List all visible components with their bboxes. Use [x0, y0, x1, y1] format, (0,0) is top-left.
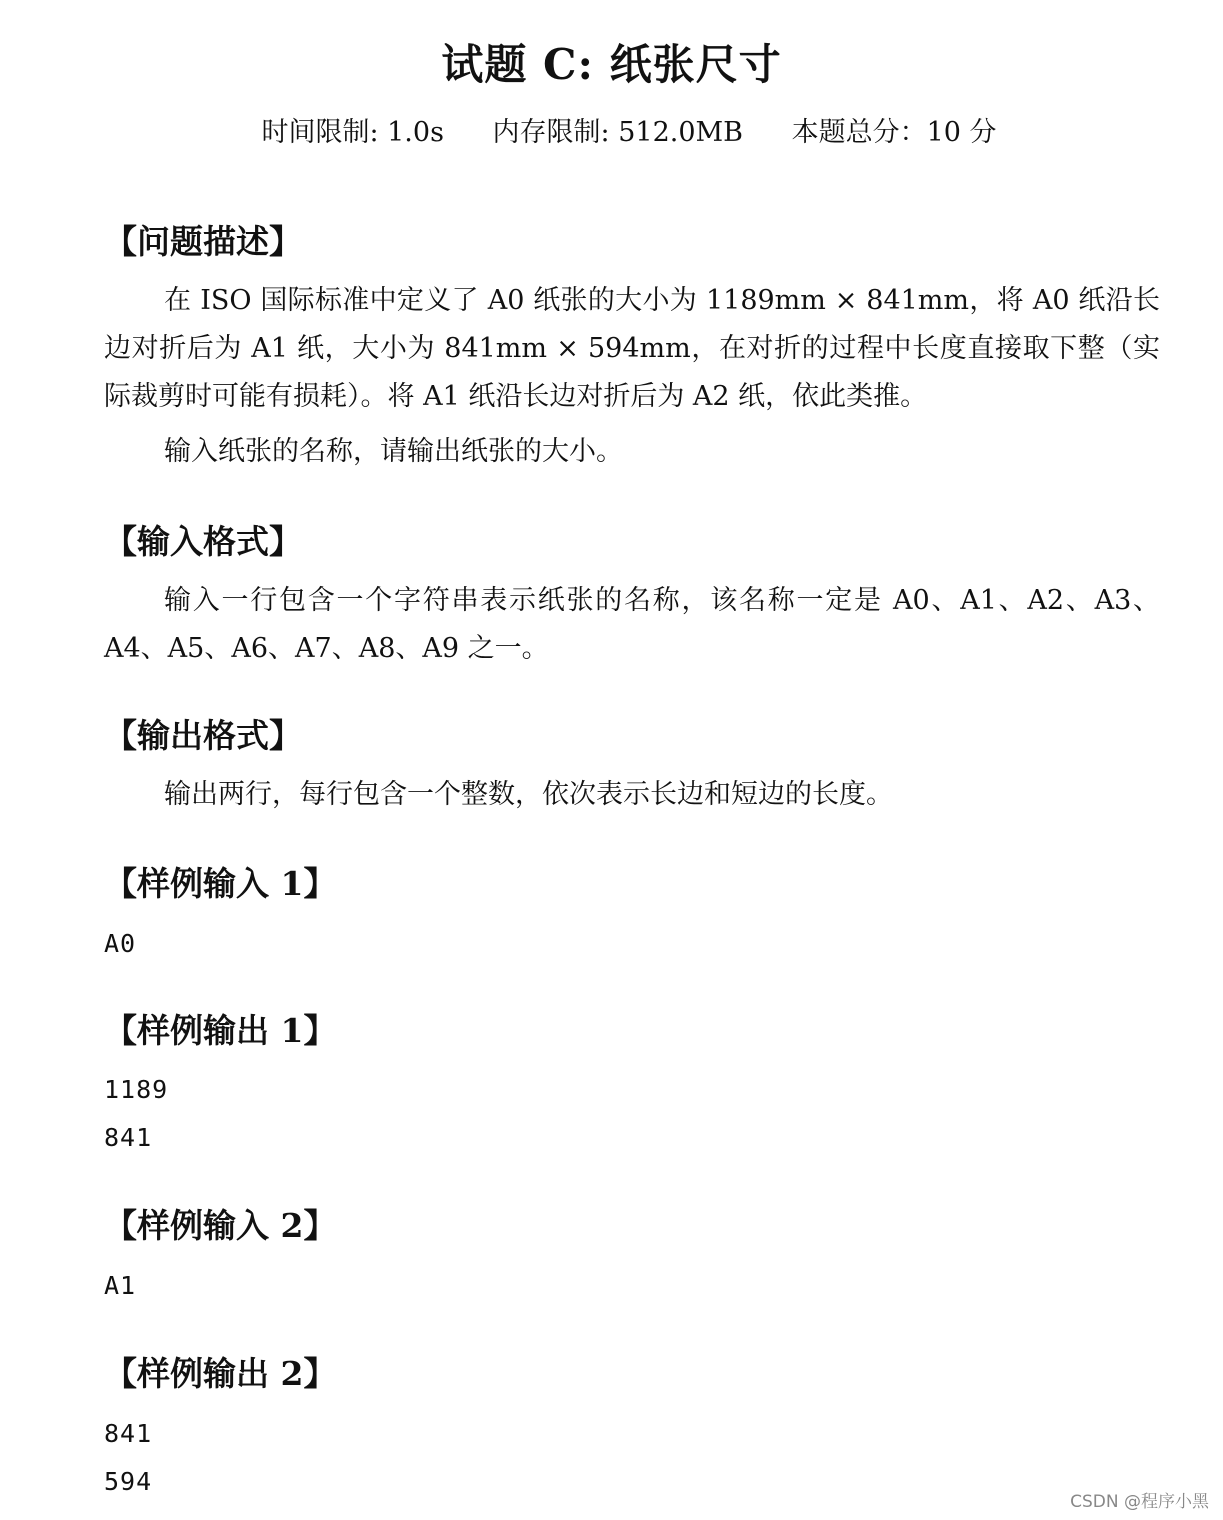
output-format-paragraph: 输出两行，每行包含一个整数，依次表示长边和短边的长度。 [164, 779, 893, 810]
section-heading-sample-output-1: 【样例输出 1】 [104, 1011, 337, 1050]
section-heading-sample-output-2: 【样例输出 2】 [104, 1354, 337, 1393]
sample-input-1 [104, 920, 136, 968]
sample-line: 1189 [104, 1075, 169, 1104]
section-heading-output-format: 【输出格式】 [104, 716, 302, 755]
problem-meta [0, 110, 1223, 149]
section-heading-input-format: 【输入格式】 [104, 522, 302, 561]
sample-input-2 [104, 1262, 136, 1310]
time-limit: 时间限制: 1.0s [261, 117, 444, 148]
sample-line: A0 [104, 929, 137, 958]
sample-line: 841 [104, 1419, 153, 1448]
sample-line: 841 [104, 1123, 153, 1152]
memory-limit: 内存限制: 512.0MB [492, 117, 743, 148]
total-score: 本题总分：10 分 [791, 117, 997, 148]
section-heading-sample-input-2: 【样例输入 2】 [104, 1206, 337, 1245]
description-body [104, 277, 1160, 476]
input-format-body [104, 577, 1160, 673]
sample-line: A1 [104, 1271, 137, 1300]
section-heading-sample-input-1: 【样例输入 1】 [104, 864, 337, 903]
description-paragraph: 输入纸张的名称，请输出纸张的大小。 [164, 436, 623, 467]
page-title: 试题 C: 纸张尺寸 [441, 40, 782, 89]
csdn-watermark: CSDN @程序小黑 [1070, 1492, 1209, 1512]
sample-output-1 [104, 1066, 168, 1162]
output-format-body [104, 771, 1160, 819]
input-format-paragraph: 输入一行包含一个字符串表示纸张的名称，该名称一定是 A0、A1、A2、A3、A4、A5、A6、A7、A8、A9 之一。 [104, 585, 1160, 664]
sample-line: 594 [104, 1467, 153, 1496]
sample-output-2 [104, 1410, 152, 1506]
section-heading-description: 【问题描述】 [104, 222, 302, 261]
description-paragraph: 在 ISO 国际标准中定义了 A0 纸张的大小为 1189mm × 841mm，将 A0 纸沿长边对折后为 A1 纸，大小为 841mm × 594mm，在对折的过程中长度直接取下整（实际裁剪时可能有损耗）。将 A1 纸沿长边对折后为 A2 纸，依此类推。 [104, 285, 1160, 412]
